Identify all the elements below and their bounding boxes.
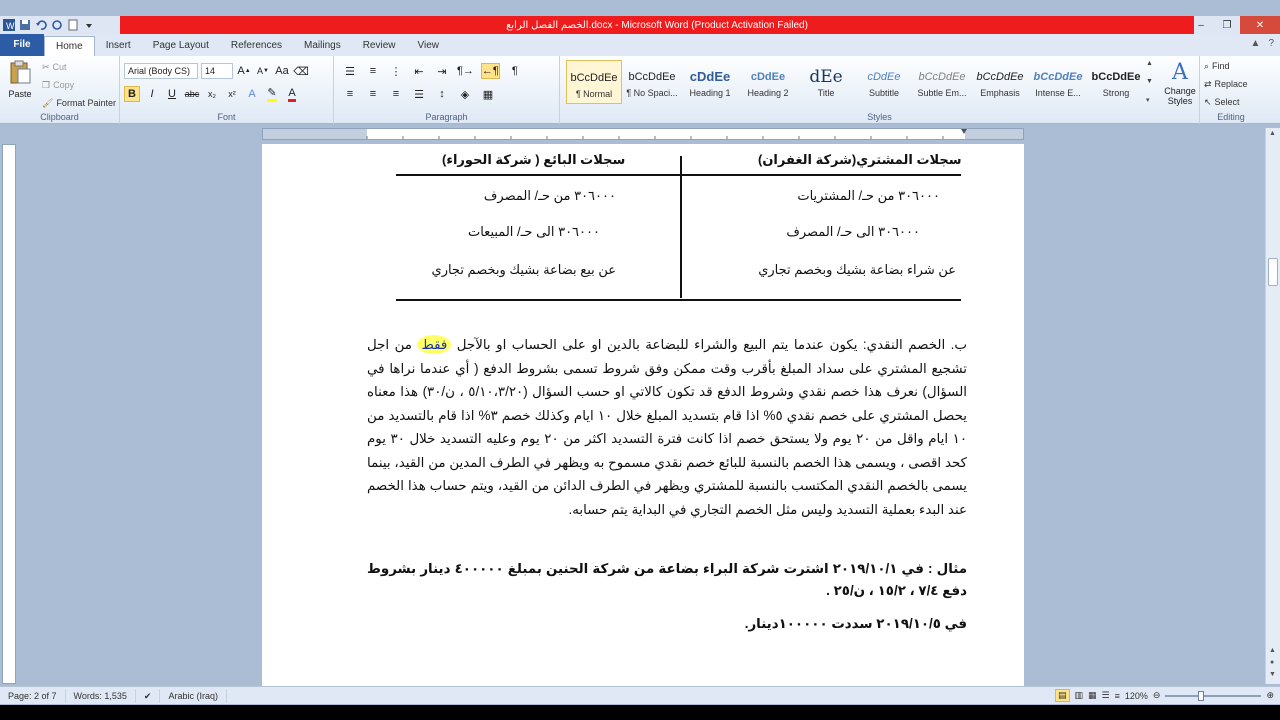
increase-indent-icon[interactable]: ⇥: [437, 65, 447, 78]
cash-discount-paragraph: [367, 333, 967, 521]
align-right-icon[interactable]: ≡: [392, 88, 400, 100]
cut-button[interactable]: [42, 58, 116, 76]
table-top-rule: [396, 174, 961, 176]
style-sample: bCcDdEe: [1091, 71, 1141, 83]
style-emphasis[interactable]: [972, 60, 1028, 104]
minimize-button[interactable]: –: [1198, 19, 1204, 31]
style-sample: bCcDdEe: [918, 71, 966, 83]
style-name: Emphasis: [980, 88, 1020, 98]
cursor-icon: ↖: [1204, 96, 1212, 107]
highlighted-word: فقط: [417, 335, 451, 354]
change-styles-label: Change Styles: [1164, 86, 1196, 106]
style-name: Heading 2: [747, 88, 789, 98]
paste-label: Paste: [8, 89, 32, 99]
paragraph-group-label: Paragraph: [425, 112, 468, 122]
style-name: Intense E...: [1035, 88, 1081, 98]
screen-bottom-edge: [0, 705, 1280, 720]
style-name: Heading 1: [689, 88, 731, 98]
new-document-icon[interactable]: [66, 18, 80, 32]
full-screen-view-icon[interactable]: ▥: [1074, 690, 1084, 700]
multilevel-list-icon[interactable]: ⋮: [390, 65, 402, 78]
status-bar: [0, 686, 1280, 704]
example-paragraph: مثال : في ٢٠١٩/١٠/١ اشترت شركة البراء بضاعة من شركة الحنين بمبلغ ٤٠٠٠٠٠ دينار بشروط دفع ٧/٤ ، ١٥/٢ ، ن/٢٥ .: [367, 561, 967, 598]
copy-button[interactable]: [42, 76, 116, 94]
editing-group-label: Editing: [1217, 112, 1245, 122]
show-marks-icon[interactable]: ¶: [511, 65, 518, 77]
italic-button[interactable]: I: [150, 88, 154, 100]
paragraph-start: ب. الخصم النقدي: يكون عندما يتم البيع والشراء للبضاعة بالدين او على الحساب او بالآجل: [451, 337, 967, 352]
seller-entry-3: عن بيع بضاعة بشيك وبخصم تجاري: [431, 262, 616, 277]
window-controls: [1188, 16, 1280, 34]
tab-insert[interactable]: Insert: [105, 40, 131, 51]
draft-view-icon[interactable]: ≡: [1114, 690, 1120, 701]
text-effects-icon[interactable]: A: [248, 88, 256, 100]
replace-icon: ⇄: [1204, 78, 1212, 89]
zoom-slider-knob[interactable]: [1198, 691, 1204, 701]
redo-icon[interactable]: [50, 18, 64, 32]
window-title: الخصم الفصل الرابع.docx - Microsoft Word (Product Activation Failed): [120, 16, 1194, 34]
ribbon-home: [0, 56, 1280, 124]
ribbon-help-area: [1251, 38, 1274, 49]
editing-group: [1200, 56, 1262, 124]
grow-font-icon[interactable]: A ▲: [237, 65, 251, 77]
cut-label: Cut: [52, 62, 67, 72]
paintbrush-icon: 🖌: [42, 97, 54, 108]
style-subtle-emphasis[interactable]: [914, 60, 970, 104]
horizontal-ruler[interactable]: [262, 128, 1024, 140]
style-subtitle[interactable]: [856, 60, 912, 104]
style-no-spacing[interactable]: [624, 60, 680, 104]
align-left-icon[interactable]: ≡: [346, 88, 354, 100]
paste-button[interactable]: [6, 60, 34, 99]
example-payment-line: في ٢٠١٩/١٠/٥ سددت ١٠٠٠٠٠دينار.: [744, 616, 967, 631]
outline-view-icon[interactable]: ☰: [1101, 690, 1110, 700]
table-bottom-rule: [396, 299, 961, 301]
shading-icon[interactable]: ◈: [460, 88, 470, 101]
proofing-icon[interactable]: ✔: [136, 689, 161, 703]
style-name: Subtle Em...: [917, 88, 967, 98]
print-layout-view-icon[interactable]: ▤: [1055, 689, 1070, 702]
replace-label: Replace: [1214, 79, 1248, 89]
strikethrough-button[interactable]: abc: [184, 89, 200, 99]
style-normal[interactable]: [566, 60, 622, 104]
style-sample: bCcDdEe: [976, 71, 1024, 83]
borders-icon[interactable]: ▦: [482, 88, 494, 101]
tab-home[interactable]: Home: [44, 36, 95, 57]
style-name: ¶ Normal: [575, 89, 613, 99]
web-layout-view-icon[interactable]: ▦: [1088, 690, 1097, 700]
table-divider: [680, 156, 682, 298]
next-page-icon[interactable]: ▼: [1269, 671, 1276, 678]
style-sample: cDdEe: [867, 71, 901, 83]
tab-page-layout[interactable]: Page Layout: [152, 40, 209, 51]
tab-view[interactable]: View: [417, 40, 439, 51]
styles-scroll[interactable]: ▲ ▼ ▾: [1146, 60, 1153, 104]
scroll-thumb[interactable]: [1268, 258, 1278, 286]
font-name-combo[interactable]: Arial (Body CS): [124, 63, 198, 79]
style-heading-2[interactable]: [740, 60, 796, 104]
style-name: Subtitle: [868, 88, 900, 98]
format-painter-label: Format Painter: [56, 98, 116, 108]
scissors-icon: ✂: [42, 61, 50, 72]
undo-icon[interactable]: [34, 18, 48, 32]
buyer-entry-2: ٣٠٦٠٠٠ الى حـ/ المصرف: [786, 224, 920, 239]
select-button[interactable]: [1204, 93, 1248, 111]
zoom-slider[interactable]: [1165, 695, 1261, 697]
font-color-icon[interactable]: A: [284, 86, 300, 102]
decrease-indent-icon[interactable]: ⇤: [414, 65, 424, 78]
change-styles-icon: A: [1172, 60, 1188, 85]
style-sample: dEe: [809, 67, 843, 87]
paragraph-group: [334, 56, 560, 124]
tab-mailings[interactable]: Mailings: [304, 40, 341, 51]
style-sample: bCcDdEe: [570, 72, 618, 84]
underline-button[interactable]: U: [168, 88, 176, 100]
superscript-button[interactable]: x²: [228, 89, 236, 99]
select-label: Select: [1214, 97, 1240, 107]
clipboard-group-label: Clipboard: [40, 112, 79, 122]
minimize-ribbon-icon[interactable]: ▲: [1250, 38, 1261, 49]
style-name: Strong: [1102, 88, 1130, 98]
previous-page-icon[interactable]: ▲: [1269, 647, 1276, 654]
customize-toolbar-icon[interactable]: [82, 18, 96, 32]
rtl-direction-icon[interactable]: ←¶: [481, 65, 499, 77]
tab-review[interactable]: Review: [362, 40, 396, 51]
seller-entry-2: ٣٠٦٠٠٠ الى حـ/ المبيعات: [467, 224, 600, 239]
format-painter-button[interactable]: [42, 94, 116, 112]
word-count[interactable]: Words: 1,535: [66, 689, 136, 703]
zoom-level[interactable]: 120%: [1124, 690, 1148, 701]
shrink-font-icon[interactable]: A ▼: [257, 66, 269, 76]
highlight-color-icon[interactable]: ✎: [264, 86, 280, 102]
numbering-icon[interactable]: ≡: [369, 65, 377, 77]
font-group-label: Font: [217, 112, 236, 122]
document-page[interactable]: [262, 144, 1024, 687]
zoom-out-icon[interactable]: ⊖: [1152, 690, 1161, 700]
copy-icon: ❐: [42, 79, 51, 90]
find-label: Find: [1212, 61, 1230, 71]
save-icon[interactable]: [18, 18, 32, 32]
quick-access-toolbar: [2, 16, 96, 34]
help-icon[interactable]: ?: [1268, 38, 1274, 49]
bold-button[interactable]: B: [124, 86, 140, 102]
change-styles-button[interactable]: [1160, 60, 1200, 106]
ribbon-tabs: [0, 34, 1280, 56]
subscript-button[interactable]: x₂: [208, 89, 216, 99]
clipboard-group: [0, 56, 120, 124]
zoom-in-icon[interactable]: ⊕: [1266, 690, 1274, 700]
style-name: ¶ No Spaci...: [626, 88, 678, 98]
seller-entry-1: ٣٠٦٠٠٠ من حـ/ المصرف: [483, 188, 616, 203]
style-title[interactable]: [798, 60, 854, 104]
vertical-ruler[interactable]: [2, 144, 16, 684]
paragraph-rest: من اجل تشجيع المشتري على سداد المبلغ بأقرب وقت ممكن وفق شروط تسمى بشروط الدفع ( أي عندما نراها في السؤال) نعرف هذا خصم نقدي وشروط الدفع قد تكون كالاتي او حسب السؤال (٥/١٠،٣/٢٠ ، ن/٣٠) هذا معناه يحصل المشتري على خصم نقدي ٥% اذا قام بتسديد المبلغ خلال ١٠ ايام وكذلك خصم ٣% اذا قام بالتسديد من ١٠ ايام واقل من ٢٠ يوم ولا يستحق خصم اذا كانت فترة التسديد اكثر من ٢٠ يوم وعليه التسديد خلال ٣٠ يوم كحد اقصى ، ويسمى هذا الخصم بالنسبة للبائع خصم نقدي مسموح به ويظهر في الطرف المدين من القيد، بينما يسمى بالخصم النقدي المكتسب بالنسبة للمشتري ويظهر في الطرف الدائن من القيد، ويتم حساب هذا الخصم عند البدء بعملية التسديد وليس مثل الخصم التجاري في البداية يتم حسابه.: [367, 337, 968, 517]
style-sample: cDdEe: [689, 69, 731, 84]
line-spacing-icon[interactable]: ↕: [439, 88, 445, 100]
bullets-icon[interactable]: ☰: [345, 65, 355, 78]
font-group: [120, 56, 334, 124]
buyer-entry-1: ٣٠٦٠٠٠ من حـ/ المشتريات: [797, 188, 940, 203]
style-sample: bCcDdEe: [1033, 71, 1083, 83]
clear-formatting-icon[interactable]: ⌫: [293, 65, 309, 78]
title-bar: [0, 16, 1280, 34]
style-name: Title: [817, 88, 835, 98]
buyer-records-header: سجلات المشتري(شركة الغفران): [758, 152, 962, 167]
language-indicator[interactable]: Arabic (Iraq): [160, 689, 227, 703]
zoom-controls: [1055, 689, 1274, 702]
change-case-icon[interactable]: Aa: [275, 65, 289, 77]
styles-group: [560, 56, 1200, 124]
buyer-entry-3: عن شراء بضاعة بشيك وبخصم تجاري: [758, 262, 956, 277]
font-size-combo[interactable]: 14: [201, 63, 233, 79]
style-heading-1[interactable]: [682, 60, 738, 104]
page-count[interactable]: Page: 2 of 7: [0, 689, 66, 703]
style-intense-emphasis[interactable]: [1030, 60, 1086, 104]
ltr-direction-icon[interactable]: ¶→: [457, 65, 474, 77]
seller-records-header: سجلات البائع ( شركة الحوراء): [442, 152, 626, 167]
styles-group-label: Styles: [867, 112, 892, 122]
tab-file[interactable]: File: [0, 34, 44, 56]
tab-references[interactable]: References: [230, 40, 283, 51]
find-button[interactable]: [1204, 57, 1248, 75]
replace-button[interactable]: [1204, 75, 1248, 93]
browse-object-icon[interactable]: ●: [1270, 659, 1275, 666]
close-button[interactable]: ✕: [1240, 16, 1280, 34]
maximize-button[interactable]: ❐: [1222, 19, 1232, 31]
copy-label: Copy: [53, 80, 75, 90]
style-sample: cDdEe: [750, 71, 786, 83]
style-strong[interactable]: [1088, 60, 1144, 104]
vertical-scrollbar[interactable]: [1265, 128, 1280, 684]
align-center-icon[interactable]: ≡: [369, 88, 377, 100]
scroll-up-icon[interactable]: ▲: [1269, 130, 1276, 137]
binoculars-icon: ⌕: [1204, 60, 1210, 71]
style-sample: bCcDdEe: [628, 71, 676, 83]
word-icon[interactable]: [2, 18, 16, 32]
paste-icon: [8, 60, 32, 86]
justify-icon[interactable]: ☰: [414, 88, 424, 101]
ruler-row: [0, 126, 1280, 142]
svg-text:W: W: [6, 21, 15, 31]
